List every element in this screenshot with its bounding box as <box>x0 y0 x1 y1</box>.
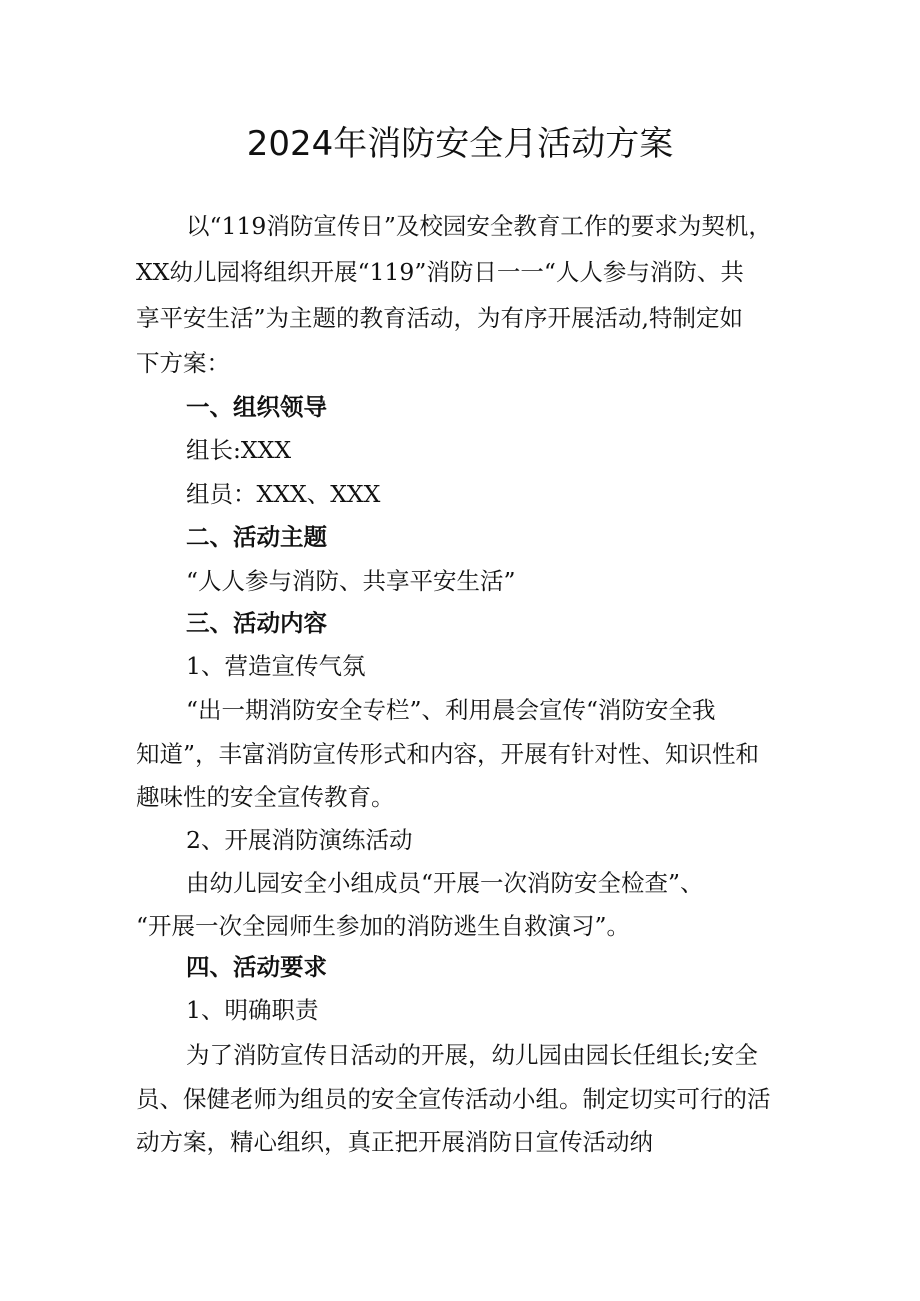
content-item-2-title: 2、开展消防演练活动 <box>186 826 413 854</box>
content-item-2-line-2: “开展一次全园师生参加的消防逃生自救演习”。 <box>136 912 631 940</box>
requirements-item-1-line-3: 动方案，精心组织，真正把开展消防日宣传活动纳 <box>136 1128 653 1156</box>
members-line: 组员：XXX、XXX <box>186 480 381 508</box>
intro-line-4: 下方案： <box>136 349 230 377</box>
requirements-item-1-line-1: 为了消防宣传日活动的开展，幼儿园由园长任组长;安全 <box>186 1041 758 1069</box>
section-heading-theme: 二、活动主题 <box>186 523 327 551</box>
content-item-1-line-3: 趣味性的安全宣传教育。 <box>136 783 395 811</box>
document-title: 2024年消防安全月活动方案 <box>246 124 674 164</box>
intro-line-2: XX幼儿园将组织开展“119”消防日一一“人人参与消防、共 <box>136 258 744 286</box>
section-heading-content: 三、活动内容 <box>186 609 327 637</box>
section-heading-requirements: 四、活动要求 <box>186 953 327 981</box>
requirements-item-1-line-2: 员、保健老师为组员的安全宣传活动小组。制定切实可行的活 <box>136 1085 771 1113</box>
theme-line: “人人参与消防、共享平安生活” <box>186 567 516 595</box>
leader-line: 组长:XXX <box>186 436 292 464</box>
intro-line-3: 享平安生活”为主题的教育活动，为有序开展活动,特制定如 <box>136 304 743 332</box>
content-item-2-line-1: 由幼儿园安全小组成员“开展一次消防安全检查”、 <box>186 869 704 897</box>
content-item-1-title: 1、营造宣传气氛 <box>186 652 366 680</box>
section-heading-organization: 一、组织领导 <box>186 393 327 421</box>
content-item-1-line-2: 知道”，丰富消防宣传形式和内容，开展有针对性、知识性和 <box>136 740 760 768</box>
requirements-item-1-title: 1、明确职责 <box>186 996 319 1024</box>
content-item-1-line-1: “出一期消防安全专栏”、利用晨会宣传“消防安全我 <box>186 696 716 724</box>
intro-line-1: 以“119消防宣传日”及校园安全教育工作的要求为契机， <box>186 212 772 240</box>
